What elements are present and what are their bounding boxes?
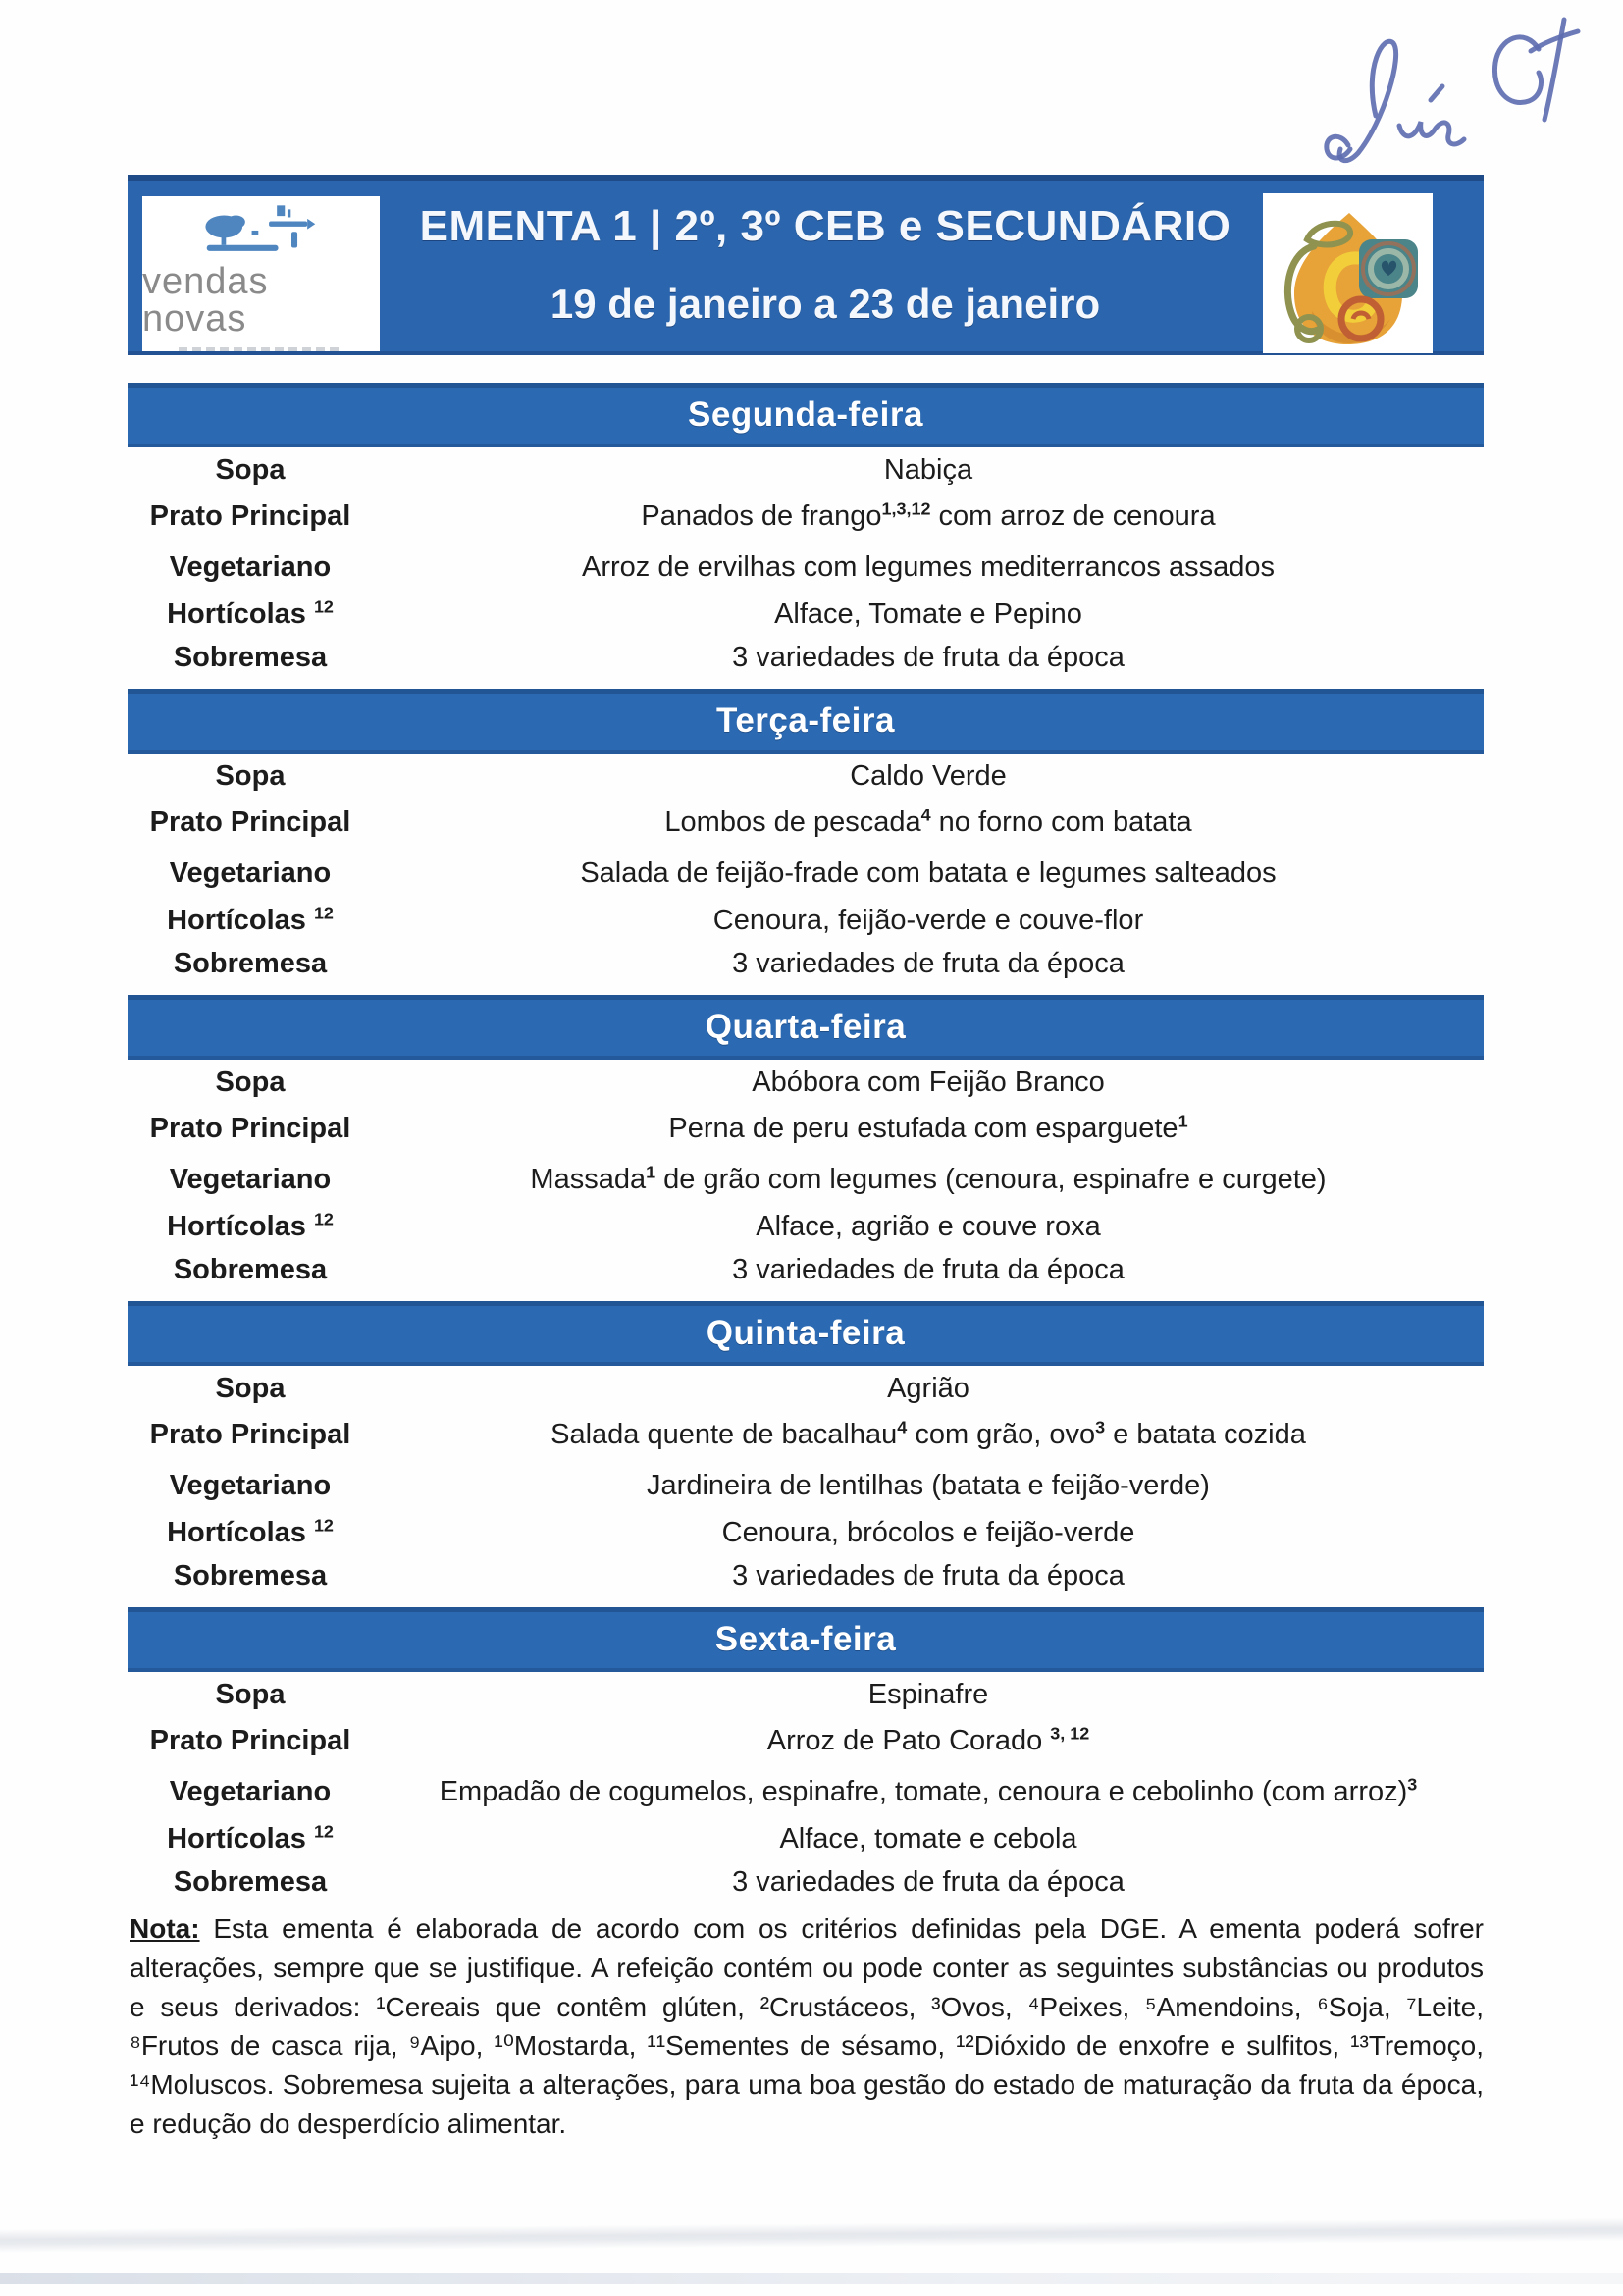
day-rows: [128, 1672, 1484, 1904]
course-label: Hortícolas $^{12}$: [167, 1515, 334, 1548]
menu-row: [128, 797, 1484, 848]
course-label: Vegetariano: [169, 1163, 332, 1195]
day-rows: [128, 1060, 1484, 1291]
course-label: Sopa: [215, 1678, 286, 1710]
dish-value: Salada de feijão-frade com batata e legumes salteados: [580, 857, 1277, 889]
dish-value: Arroz de Pato Corado $^{3, 12}$: [766, 1722, 1090, 1756]
note-label: Nota:: [130, 1913, 200, 1944]
dish-value: 3 variedades de fruta da época: [732, 1560, 1125, 1592]
course-label: Vegetariano: [169, 1775, 332, 1807]
scan-artifact-bottom: [0, 2273, 1623, 2284]
day-rows: [128, 1366, 1484, 1597]
day-header: Segunda-feira: [128, 383, 1484, 447]
course-label: Vegetariano: [169, 550, 332, 583]
menu-row: [128, 1766, 1484, 1817]
day-section: [128, 689, 1484, 985]
menu-row: [128, 1205, 1484, 1249]
menu-row: [128, 1249, 1484, 1291]
dish-value: 3 variedades de fruta da época: [732, 1866, 1125, 1898]
dish-value: Agrião: [887, 1372, 969, 1404]
menu-row: [128, 1511, 1484, 1555]
logo-graphic-icon: [163, 204, 359, 261]
day-section: [128, 1301, 1484, 1597]
menu-header-banner: [128, 175, 1484, 355]
dish-value: Abóbora com Feijão Branco: [752, 1066, 1105, 1098]
course-label: Sobremesa: [173, 1254, 328, 1285]
signature-handwriting: [1305, 6, 1609, 183]
dish-value: Lombos de pescada$^4$ no forno com batata: [664, 804, 1192, 838]
menu-row: [128, 943, 1484, 985]
dish-value: 3 variedades de fruta da época: [732, 948, 1125, 979]
fruit-illustration: [1263, 193, 1433, 353]
menu-row: [128, 542, 1484, 593]
menu-row: [128, 1861, 1484, 1904]
dish-value: Cenoura, feijão-verde e couve-flor: [712, 905, 1144, 936]
logo-wordmark: vendas novas: [142, 260, 269, 339]
day-header: Quinta-feira: [128, 1301, 1484, 1366]
dish-value: 3 variedades de fruta da época: [732, 642, 1125, 673]
day-section: [128, 1607, 1484, 1904]
menu-row: [128, 1368, 1484, 1409]
dish-value: 3 variedades de fruta da época: [732, 1254, 1125, 1285]
course-label: Vegetariano: [169, 1469, 332, 1501]
dish-value: Alface, tomate e cebola: [779, 1823, 1077, 1854]
course-label: Prato Principal: [149, 806, 351, 838]
day-section: [128, 995, 1484, 1291]
menu-row: [128, 848, 1484, 899]
dish-value: Arroz de ervilhas com legumes mediterrancos assados: [582, 550, 1275, 583]
dish-value: Alface, Tomate e Pepino: [774, 599, 1082, 630]
dish-value: Salada quente de bacalhau$^4$ com grão, ovo$^3$ e batata cozida: [550, 1416, 1306, 1450]
day-header: Terça-feira: [128, 689, 1484, 754]
course-label: Hortícolas $^{12}$: [167, 597, 334, 630]
scan-artifact-band: [0, 2218, 1623, 2253]
menu-row: [128, 1103, 1484, 1154]
dish-value: Nabiça: [883, 453, 973, 486]
menu-row: [128, 1555, 1484, 1597]
menu-row: [128, 1715, 1484, 1766]
menu-row: [128, 1817, 1484, 1861]
menu-title: EMENTA 1 | 2º, 3º CEB e SECUNDÁRIO: [419, 202, 1231, 250]
note-paragraph: [130, 1909, 1484, 2144]
dish-value: Espinafre: [867, 1678, 989, 1710]
menu-row: [128, 593, 1484, 637]
course-label: Hortícolas $^{12}$: [167, 1209, 334, 1242]
menu-row: [128, 1062, 1484, 1103]
day-header: Sexta-feira: [128, 1607, 1484, 1672]
menu-date-range: 19 de janeiro a 23 de janeiro: [550, 281, 1101, 327]
menu-row: [128, 1460, 1484, 1511]
menu-row: [128, 756, 1484, 797]
dish-value: Empadão de cogumelos, espinafre, tomate, cenoura e cebolinho (com arroz)$^3$: [439, 1773, 1418, 1807]
day-header: Quarta-feira: [128, 995, 1484, 1060]
course-label: Sobremesa: [173, 1560, 328, 1592]
dish-value: Massada$^1$ de grão com legumes (cenoura, espinafre e curgete): [530, 1161, 1327, 1195]
banner-titles: [402, 175, 1248, 355]
menu-days: [128, 383, 1484, 1913]
dish-value: Panados de frango$^{1,3,12}$ com arroz de cenoura: [641, 497, 1216, 532]
course-label: Prato Principal: [149, 1418, 351, 1450]
dish-value: Perna de peru estufada com esparguete$^1$: [668, 1110, 1188, 1144]
menu-row: [128, 1674, 1484, 1715]
dish-value: Cenoura, brócolos e feijão-verde: [721, 1517, 1135, 1548]
menu-row: [128, 1409, 1484, 1460]
course-label: Hortícolas $^{12}$: [167, 903, 334, 936]
dish-value: Jardineira de lentilhas (batata e feijão-verde): [647, 1469, 1210, 1501]
dish-value: Caldo Verde: [850, 759, 1007, 792]
vendas-novas-logo: [142, 196, 380, 351]
note-text: Esta ementa é elaborada de acordo com os critérios definidas pela DGE. A ementa poderá sofrer alterações, sempre que se justifique. A refeição contém ou pode conter as seguintes substâncias ou produtos e seus derivados: ¹Cereais que contêm glúten, ²Crustáceos, ³Ovos, ⁴Peixes, ⁵Amendoins, ⁶Soja, ⁷Leite, ⁸Frutos de casca rija, ⁹Aipo, ¹⁰Mostarda, ¹¹Sementes de sésamo, ¹²Dióxido de enxofre e sulfitos, ¹³Tremoço, ¹⁴Moluscos. Sobremesa sujeita a alterações, para uma boa gestão do estado de maturação da fruta da época, e redução do desperdício alimentar.: [130, 1913, 1484, 2139]
menu-row: [128, 637, 1484, 679]
menu-row: [128, 1154, 1484, 1205]
course-label: Prato Principal: [149, 1724, 351, 1756]
course-label: Sobremesa: [173, 642, 328, 673]
menu-row: [128, 899, 1484, 943]
fruit-drawing-icon: [1263, 193, 1433, 353]
course-label: Sobremesa: [173, 948, 328, 979]
course-label: Prato Principal: [149, 1112, 351, 1144]
course-label: Sopa: [215, 1066, 286, 1098]
course-label: Sopa: [215, 453, 286, 486]
day-rows: [128, 754, 1484, 985]
menu-row: [128, 449, 1484, 491]
day-rows: [128, 447, 1484, 679]
logo-tagline: [179, 347, 343, 351]
dish-value: Alface, agrião e couve roxa: [756, 1211, 1101, 1242]
course-label: Prato Principal: [149, 499, 351, 532]
course-label: Hortícolas $^{12}$: [167, 1821, 334, 1854]
day-section: [128, 383, 1484, 679]
course-label: Sopa: [215, 1372, 286, 1404]
course-label: Sobremesa: [173, 1866, 328, 1898]
course-label: Vegetariano: [169, 857, 332, 889]
course-label: Sopa: [215, 759, 286, 792]
menu-row: [128, 491, 1484, 542]
